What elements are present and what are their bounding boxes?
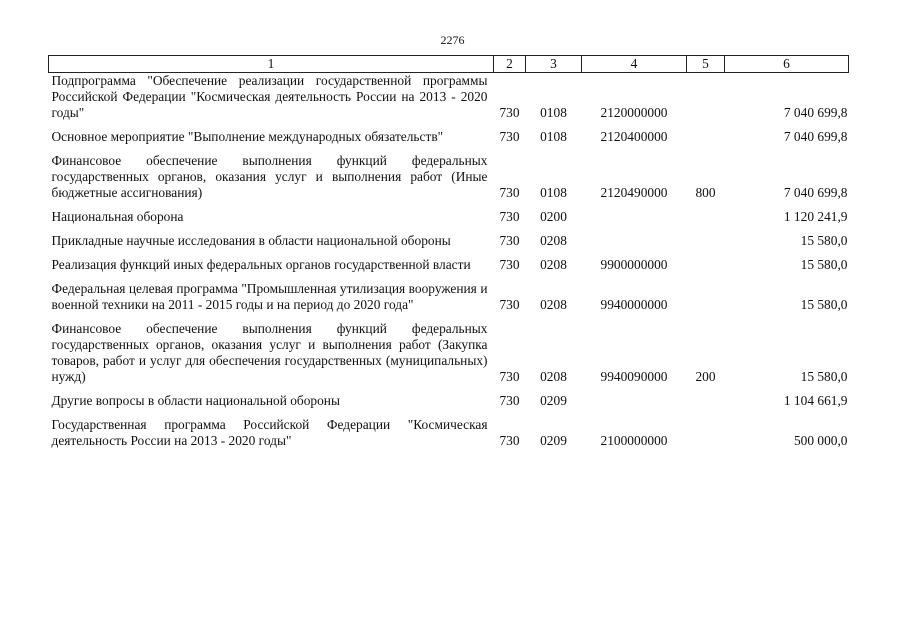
row-expense-type-cell bbox=[687, 129, 725, 145]
row-section-code-cell: 0208 bbox=[540, 369, 567, 384]
row-expense-type-cell bbox=[687, 233, 725, 249]
row-amount-cell: 1 104 661,9 bbox=[783, 393, 848, 408]
row-target-item-cell bbox=[582, 233, 687, 249]
row-spacer bbox=[49, 225, 849, 233]
row-amount-cell: 7 040 699,8 bbox=[783, 105, 848, 120]
table-header-row bbox=[49, 56, 849, 73]
row-name-cell: Подпрограмма "Обеспечение реализации государственной программы Российской Федерации "Космическая деятельность России на 2013 - 2020 годы" bbox=[51, 73, 488, 120]
header-col-5: 5 bbox=[687, 56, 725, 73]
row-spacer bbox=[49, 145, 849, 153]
table-row bbox=[49, 233, 849, 249]
row-expense-type-cell bbox=[687, 209, 725, 225]
row-admin-code-cell: 730 bbox=[499, 105, 520, 120]
row-name-cell: Федеральная целевая программа "Промышленная утилизация вооружения и военной техники на 2011 - 2015 годы и на период до 2020 года" bbox=[51, 281, 488, 312]
row-section-code-cell: 0108 bbox=[540, 105, 567, 120]
budget-table bbox=[48, 55, 849, 449]
row-target-item-cell: 9900000000 bbox=[600, 257, 668, 272]
row-name-cell: Реализация функций иных федеральных органов государственной власти bbox=[51, 257, 471, 272]
row-section-code-cell: 0209 bbox=[540, 393, 567, 408]
row-spacer bbox=[49, 313, 849, 321]
table-row bbox=[49, 73, 849, 122]
row-target-item-cell: 2100000000 bbox=[600, 433, 668, 448]
row-admin-code-cell: 730 bbox=[499, 297, 520, 312]
row-admin-code-cell: 730 bbox=[499, 209, 520, 224]
row-amount-cell: 1 120 241,9 bbox=[783, 209, 848, 224]
row-section-code-cell: 0208 bbox=[540, 233, 567, 248]
row-section-code-cell: 0208 bbox=[540, 257, 567, 272]
row-spacer bbox=[49, 409, 849, 417]
row-admin-code-cell: 730 bbox=[499, 129, 520, 144]
table-row bbox=[49, 209, 849, 225]
row-amount-cell: 500 000,0 bbox=[793, 433, 848, 448]
row-target-item-cell: 9940000000 bbox=[600, 297, 668, 312]
row-section-code-cell: 0209 bbox=[540, 433, 567, 448]
row-target-item-cell: 2120000000 bbox=[600, 105, 668, 120]
row-expense-type-cell bbox=[687, 257, 725, 273]
row-expense-type-cell bbox=[687, 393, 725, 409]
row-section-code-cell: 0108 bbox=[540, 185, 567, 200]
header-col-1: 1 bbox=[49, 56, 494, 73]
row-admin-code-cell: 730 bbox=[499, 433, 520, 448]
row-target-item-cell: 2120490000 bbox=[600, 185, 668, 200]
row-target-item-cell: 2120400000 bbox=[600, 129, 668, 144]
row-admin-code-cell: 730 bbox=[499, 369, 520, 384]
row-section-code-cell: 0108 bbox=[540, 129, 567, 144]
header-col-3: 3 bbox=[526, 56, 582, 73]
row-name-cell: Другие вопросы в области национальной обороны bbox=[51, 393, 340, 408]
row-amount-cell: 15 580,0 bbox=[800, 297, 848, 312]
page-number: 2276 bbox=[440, 33, 465, 47]
row-spacer bbox=[49, 249, 849, 257]
row-spacer bbox=[49, 273, 849, 281]
row-target-item-cell: 9940090000 bbox=[600, 369, 668, 384]
row-name-cell: Финансовое обеспечение выполнения функций федеральных государственных органов, оказания услуг и выполнения работ (Закупка товаров, работ и услуг для обеспечения государственных (муниципальных) нужд) bbox=[51, 321, 488, 384]
row-name-cell: Финансовое обеспечение выполнения функций федеральных государственных органов, оказания услуг и выполнения работ (Иные бюджетные ассигнования) bbox=[51, 153, 488, 200]
row-spacer bbox=[49, 121, 849, 129]
row-expense-type-cell: 200 bbox=[695, 369, 716, 384]
row-name-cell: Основное мероприятие "Выполнение международных обязательств" bbox=[51, 129, 444, 144]
row-amount-cell: 15 580,0 bbox=[800, 233, 848, 248]
table-row bbox=[49, 321, 849, 385]
row-expense-type-cell bbox=[687, 73, 725, 122]
row-spacer bbox=[49, 201, 849, 209]
row-name-cell: Государственная программа Российской Федерации "Космическая деятельность России на 2013 - 2020 годы" bbox=[51, 417, 488, 448]
row-name-cell: Национальная оборона bbox=[51, 209, 184, 224]
table-body bbox=[49, 73, 849, 450]
row-admin-code-cell: 730 bbox=[499, 185, 520, 200]
row-expense-type-cell: 800 bbox=[695, 185, 716, 200]
row-admin-code-cell: 730 bbox=[499, 233, 520, 248]
row-spacer bbox=[49, 385, 849, 393]
header-col-2: 2 bbox=[494, 56, 526, 73]
row-amount-cell: 7 040 699,8 bbox=[783, 129, 848, 144]
row-section-code-cell: 0208 bbox=[540, 297, 567, 312]
row-name-cell: Прикладные научные исследования в области национальной обороны bbox=[51, 233, 451, 248]
row-amount-cell: 15 580,0 bbox=[800, 369, 848, 384]
table-row bbox=[49, 153, 849, 201]
table-row bbox=[49, 417, 849, 449]
table-row bbox=[49, 281, 849, 313]
row-expense-type-cell bbox=[687, 417, 725, 449]
table-row bbox=[49, 393, 849, 409]
header-col-6: 6 bbox=[725, 56, 849, 73]
row-section-code-cell: 0200 bbox=[540, 209, 567, 224]
row-target-item-cell bbox=[582, 209, 687, 225]
row-amount-cell: 7 040 699,8 bbox=[783, 185, 848, 200]
row-target-item-cell bbox=[582, 393, 687, 409]
row-expense-type-cell bbox=[687, 281, 725, 313]
table-row bbox=[49, 257, 849, 273]
header-col-4: 4 bbox=[582, 56, 687, 73]
row-admin-code-cell: 730 bbox=[499, 257, 520, 272]
row-amount-cell: 15 580,0 bbox=[800, 257, 848, 272]
row-admin-code-cell: 730 bbox=[499, 393, 520, 408]
table-row bbox=[49, 129, 849, 145]
